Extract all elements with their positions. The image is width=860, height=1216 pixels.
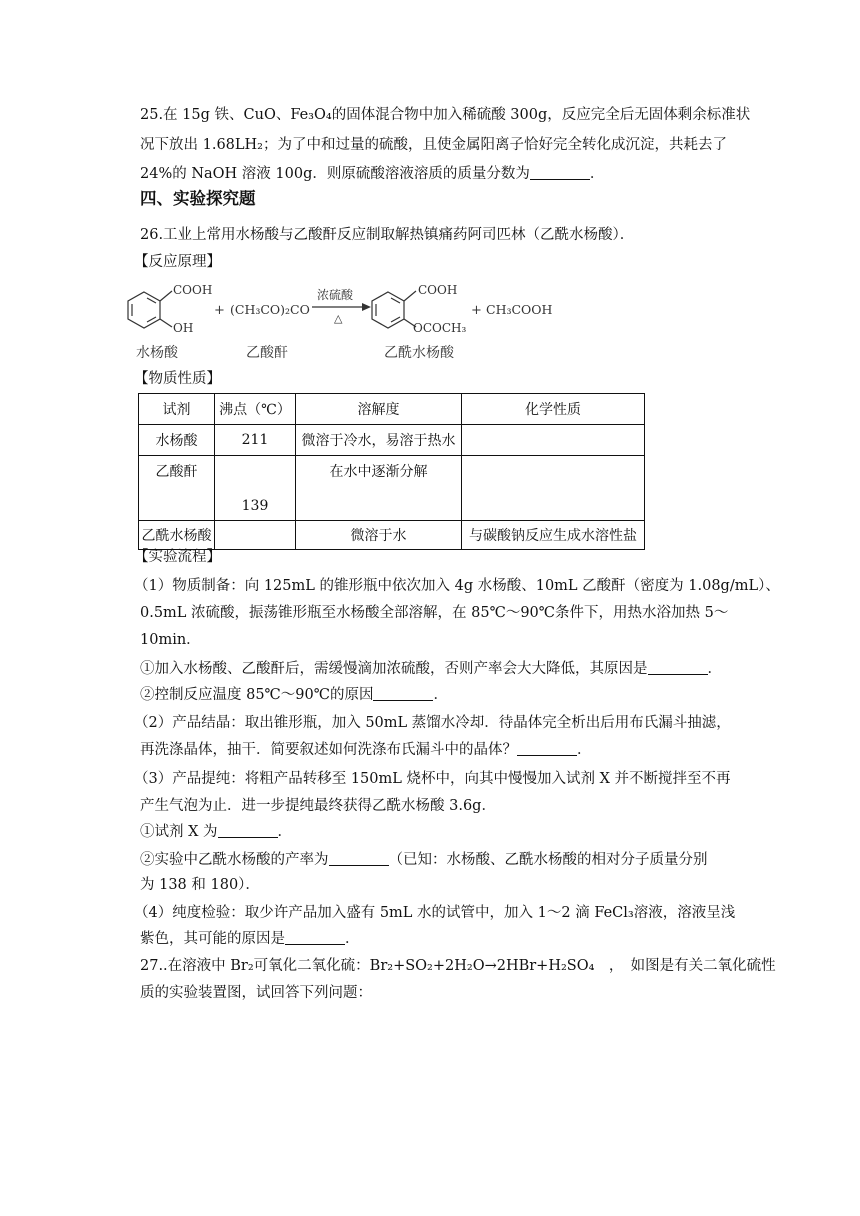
plus-sign-2: + [471, 303, 482, 318]
p2-line-2 [140, 740, 592, 760]
p2-line-1: （2）产品结晶：取出锥形瓶，加入 50mL 蒸馏水冷却．待晶体完全析出后用布氏漏斗抽滤， [134, 715, 731, 731]
table-header-cell: 沸点（℃） [215, 394, 296, 425]
label-acetic-anhydride: 乙酸酐 [246, 345, 288, 361]
benzene-ring-aspirin [372, 291, 416, 328]
answer-blank[interactable] [285, 930, 345, 945]
p3-line-2: 产生气泡为止．进一步提纯最终获得乙酰水杨酸 3.6g． [140, 798, 496, 814]
table-cell: 水杨酸 [139, 425, 215, 456]
table-cell: 与碳酸钠反应生成水溶性盐 [462, 521, 645, 550]
p3-q2-end: （已知：水杨酸、乙酰水杨酸的相对分子质量分别 [388, 852, 708, 868]
table-cell: 139 [215, 456, 296, 521]
table-header-row [139, 394, 645, 425]
answer-blank[interactable] [648, 660, 708, 675]
cooh-label-1: COOH [173, 283, 213, 297]
table-cell [462, 425, 645, 456]
ococh3-label: OCOCH₃ [413, 321, 467, 335]
q27-line-1: 27..在溶液中 Br₂可氧化二氧化硫：Br₂+SO₂+2H₂O→2HBr+H₂SO₄ ， 如图是有关二氧化硫性 [140, 958, 776, 974]
table-cell: 在水中逐渐分解 [296, 456, 462, 521]
catalyst-label: 浓硫酸 [317, 288, 354, 302]
table-cell: 乙酰水杨酸 [139, 521, 215, 550]
table-header-cell: 溶解度 [296, 394, 462, 425]
table-cell: 微溶于水 [296, 521, 462, 550]
table-row [139, 521, 645, 550]
label-salicylic-acid: 水杨酸 [136, 345, 178, 361]
q26-intro: 26.工业上常用水杨酸与乙酸酐反应制取解热镇痛药阿司匹林（乙酰水杨酸）． [140, 227, 635, 243]
p1-q1-end: ． [707, 661, 722, 677]
p1-q1-text: ①加入水杨酸、乙酸酐后，需缓慢滴加浓硫酸，否则产率会大大降低，其原因是 [140, 661, 648, 677]
p4-line-2-end: ． [345, 931, 360, 947]
properties-table [138, 393, 645, 550]
acetic-acid-formula: CH₃COOH [486, 302, 553, 317]
cooh-label-2: COOH [418, 283, 458, 297]
q27-line-2: 质的实验装置图，试回答下列问题： [140, 985, 372, 1001]
p4-line-2 [140, 929, 360, 949]
p1-line-3: 10min． [140, 632, 201, 648]
p1-question-1 [140, 659, 722, 679]
p3-question-2-line-2: 为 138 和 180）． [140, 877, 260, 893]
heat-symbol: △ [334, 312, 343, 325]
table-header-cell: 化学性质 [462, 394, 645, 425]
table-header-cell: 试剂 [139, 394, 215, 425]
q25-line-3-text: 24%的 NaOH 溶液 100g．则原硫酸溶液溶质的质量分数为 [140, 166, 530, 182]
p3-q1-end: ． [277, 824, 293, 840]
benzene-ring-salicylic [128, 291, 172, 328]
q25-line-2: 况下放出 1.68LH₂；为了中和过量的硫酸，且使金属阳离子恰好完全转化成沉淀，共耗去了 [140, 137, 727, 153]
p3-q2-text: ②实验中乙酰水杨酸的产率为 [140, 852, 329, 868]
properties-heading: 【物质性质】 [134, 371, 221, 387]
p4-line-1: （4）纯度检验：取少许产品加入盛有 5mL 水的试管中，加入 1～2 滴 FeCl₃溶液，溶液呈浅 [134, 905, 736, 921]
p3-question-1 [140, 822, 292, 842]
p1-question-2 [140, 685, 448, 705]
table-cell: 乙酸酐 [139, 456, 215, 521]
p2-line-2-text: 再洗涤晶体，抽干．简要叙述如何洗涤布氏漏斗中的晶体？ [140, 742, 517, 758]
answer-blank[interactable] [329, 851, 389, 866]
table-cell: 211 [215, 425, 296, 456]
anhydride-formula: (CH₃CO)₂CO [230, 302, 310, 317]
answer-blank[interactable] [218, 823, 278, 838]
oh-label: OH [173, 321, 194, 335]
q25-line-3 [140, 164, 604, 184]
q25-line-3-end: ． [589, 166, 605, 182]
p1-line-2: 0.5mL 浓硫酸，振荡锥形瓶至水杨酸全部溶解，在 85℃～90℃条件下，用热水浴加热 5～ [140, 605, 729, 621]
p2-line-2-end: ． [577, 742, 592, 758]
table-cell [462, 456, 645, 521]
p1-line-1: （1）物质制备：向 125mL 的锥形瓶中依次加入 4g 水杨酸、10mL 乙酸酐（密度为 1.08g/mL）、 [134, 578, 780, 594]
reaction-scheme-drawing [126, 282, 566, 362]
p3-q1-text: ①试剂 X 为 [140, 824, 218, 840]
table-cell: 微溶于冷水，易溶于热水 [296, 425, 462, 456]
table-row [139, 425, 645, 456]
p4-line-2-text: 紫色，其可能的原因是 [140, 931, 285, 947]
principle-heading: 【反应原理】 [134, 254, 221, 270]
answer-blank[interactable] [517, 741, 577, 756]
q25-line-1: 25.在 15g 铁、CuO、Fe₃O₄的固体混合物中加入稀硫酸 300g，反应完全后无固体剩余标准状 [140, 107, 751, 123]
reaction-scheme [126, 282, 566, 362]
p3-question-2 [140, 850, 708, 870]
reaction-arrow-head [362, 303, 371, 311]
p1-q2-end: ． [433, 687, 448, 703]
label-aspirin: 乙酰水杨酸 [384, 345, 454, 361]
section-heading: 四、实验探究题 [140, 189, 256, 208]
answer-blank[interactable] [530, 165, 590, 180]
plus-sign-1: + [214, 303, 225, 318]
p1-q2-text: ②控制反应温度 85℃～90℃的原因 [140, 687, 374, 703]
table-cell [215, 521, 296, 550]
answer-blank[interactable] [373, 686, 433, 701]
p3-line-1: （3）产品提纯：将粗产品转移至 150mL 烧杯中，向其中慢慢加入试剂 X 并不断搅拌至不再 [134, 771, 731, 787]
table-row [139, 456, 645, 521]
procedure-heading: 【实验流程】 [134, 549, 221, 565]
